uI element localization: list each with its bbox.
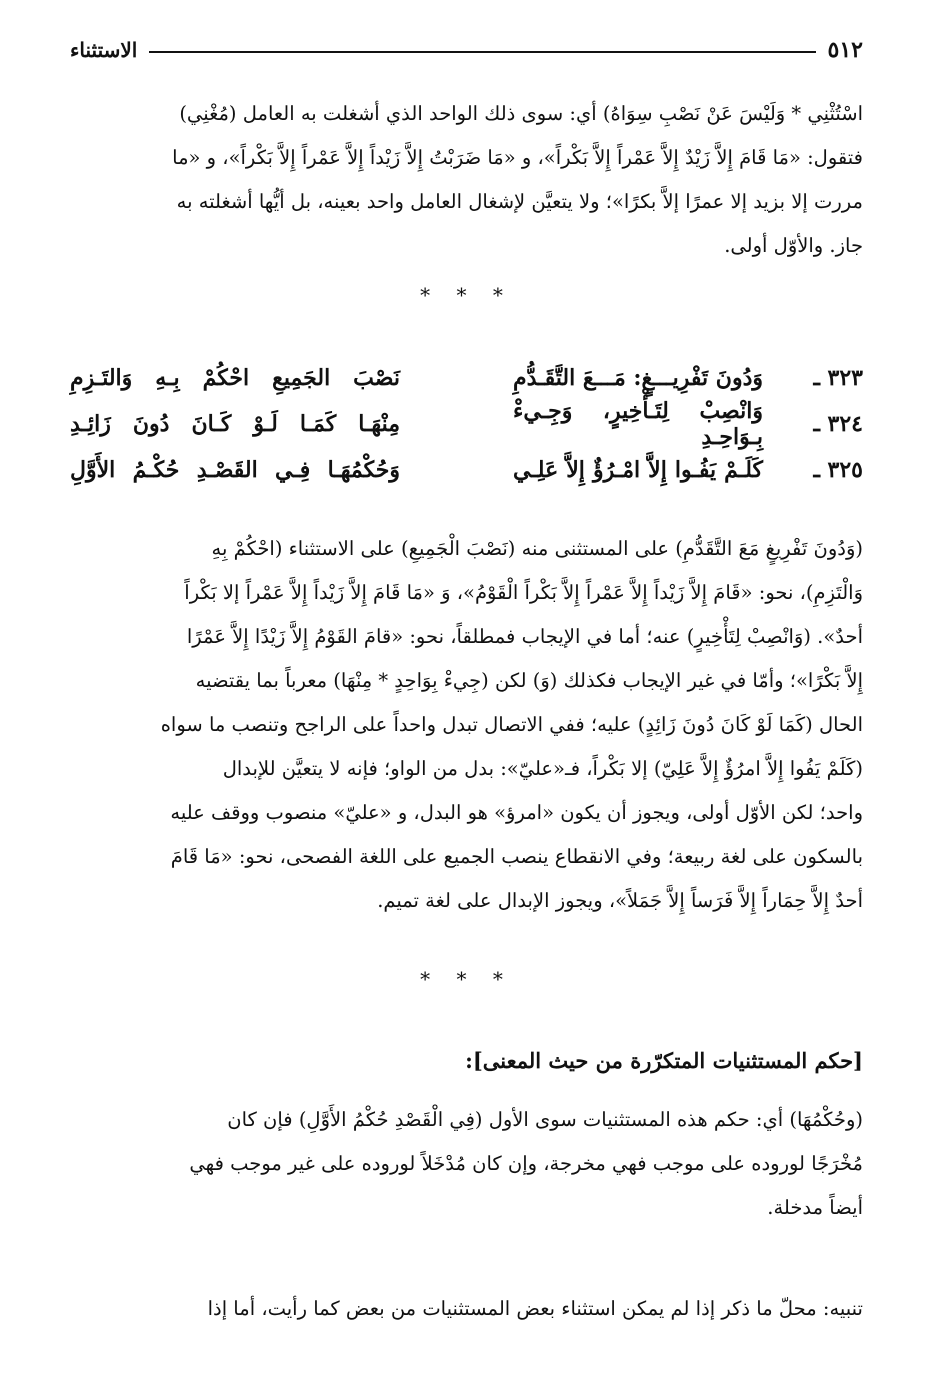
paragraph-line: جاز. والأوّل أولى. [724, 234, 863, 257]
verse-second-hemistich: مِنْهَـا كَمَـا لَـوْ كَـانَ دُونَ زَائِـدِ [70, 411, 400, 437]
verse-first-hemistich: وَدُونَ تَفْرِيـــغٍ: مَـــعَ التَّقَـدُّمِ [513, 365, 763, 391]
paragraph-line: اسْتُثْنِي * وَلَيْسَ عَنْ نَصْبِ سِوَاهُ) أي: سوى ذلك الواحد الذي أشغلت به العامل (مُغْنِي) [179, 102, 863, 125]
paragraph-line: مررت إلا بزيد إلا عمرًا إلاَّ بكرًا»؛ ولا يتعيَّن لإشغال العامل واحد بعينه، بل أيُّها أشغلته به [176, 190, 863, 213]
header-rule [149, 51, 815, 53]
paragraph-4 [70, 1287, 863, 1331]
paragraph-line: تنبيه: محلّ ما ذكر إذا لم يمكن استثناء بعض المستثنيات من بعض كما رأيت، أما إذا [207, 1297, 863, 1320]
paragraph-1 [70, 92, 863, 268]
page-number: ٥١٢ [827, 37, 863, 63]
paragraph-line: أيضاً مدخلة. [767, 1196, 863, 1219]
verse-number: ٣٢٤ ـ [813, 411, 863, 437]
verse-323 [70, 355, 863, 401]
section-heading: [حكم المستثنيات المتكرّرة من حيث المعنى]: [465, 1048, 863, 1073]
paragraph-line: (وَدُونَ تَفْرِيغٍ مَعَ التَّقَدُّمِ) على المستثنى منه (نَصْبَ الْجَمِيعِ) على الاستثناء (احْكُمْ بِهِ [211, 537, 863, 560]
paragraph-line: أحدٌ إِلاَّ حِمَاراً إِلاَّ فَرَساً إِلاَّ جَمَلاً»، ويجوز الإبدال على لغة تميم. [377, 889, 863, 912]
paragraph-line: واحد؛ لكن الأوّل أولى، ويجوز أن يكون «امرؤ» هو البدل، و «عليّ» منصوب ووقف عليه [170, 801, 863, 824]
paragraph-line: بالسكون على لغة ربيعة؛ وفي الانقطاع ينصب الجميع على اللغة الفصحى، نحو: «مَا قَامَ [170, 845, 863, 868]
paragraph-line: (وحُكْمُهَا) أي: حكم هذه المستثنيات سوى الأول (فِي الْقَصْدِ حُكْمُ الأَوَّلِ) فإن كان [227, 1108, 863, 1131]
verse-second-hemistich: نَصْبَ الجَمِيعِ احْكُمْ بِـهِ وَالتَـزِمِ [70, 365, 400, 391]
verse-first-hemistich: كَلَـمْ يَفُـوا إِلاَّ امْـرُؤٌ إِلاَّ عَلِـي [513, 457, 763, 483]
section-separator: * * * [420, 283, 513, 307]
paragraph-line: إِلاَّ بَكْرًا»؛ وأمّا في غير الإيجاب فكذلك (وَ) لكن (جِيءْ بِوَاحِدٍ * مِنْهَا) معرباً بما يقتضيه [195, 669, 863, 692]
chapter-title: الاستثناء [70, 38, 138, 62]
verse-325 [70, 447, 863, 493]
paragraph-3 [70, 1098, 863, 1230]
paragraph-line: أحدٌ». (وَانْصِبْ لِتَأْخِيرٍ) عنه؛ أما في الإيجاب فمطلقاً، نحو: «قامَ القَوْمُ إِلاَّ زَيْدًا إِلاَّ عَمْرًا [186, 625, 863, 648]
section-separator: * * * [420, 967, 513, 991]
paragraph-line: فتقول: «مَا قَامَ إِلاَّ زَيْدٌ إِلاَّ عَمْراً إِلاَّ بَكْراً»، و «مَا ضَرَبْتُ إِلاَّ زَيْداً إِلاَّ عَمْراً إِلاَّ بَكْراً»، و «ما [172, 146, 863, 169]
paragraph-line: (كَلَمْ يَفُوا إِلاَّ امرُؤٌ إِلاَّ عَلِيّ) إلا بَكْراً، فـ«عليّ»: بدل من الواو؛ فإنه لا يتعيَّن للإبدال [222, 757, 863, 780]
paragraph-line: وَالْتَزِمِ)، نحو: «قَامَ إِلاَّ زَيْداً إِلاَّ عَمْراً إِلاَّ بَكْراً الْقَوْمُ»، وَ «مَا قَامَ إِلاَّ زَيْداً إِلاَّ عَمْراً إلا بَكْراً [184, 581, 863, 604]
paragraph-line: مُخْرَجًا لوروده على موجب فهي مخرجة، وإن كان مُدْخَلاً لوروده على غير موجب فهي [189, 1152, 863, 1175]
poem-verses [70, 355, 863, 493]
paragraph-line: الحال (كَمَا لَوْ كَانَ دُونَ زَائِدٍ) عليه؛ ففي الاتصال تبدل واحداً على الراجح وتنصب ما سواه [160, 713, 863, 736]
verse-324 [70, 398, 863, 450]
verse-second-hemistich: وَحُكْمُهَـا فِـي القَصْـدِ حُكْـمُ الأَوَّلِ [70, 457, 400, 483]
paragraph-2 [70, 527, 863, 923]
verse-number: ٣٢٥ ـ [813, 457, 863, 483]
verse-first-hemistich: وَانْصِبْ لِتَـأْخِيرٍ، وَجِـيءْ بِـوَاحِـدِ [513, 398, 763, 450]
verse-number: ٣٢٣ ـ [813, 365, 863, 391]
page-header [70, 30, 863, 70]
